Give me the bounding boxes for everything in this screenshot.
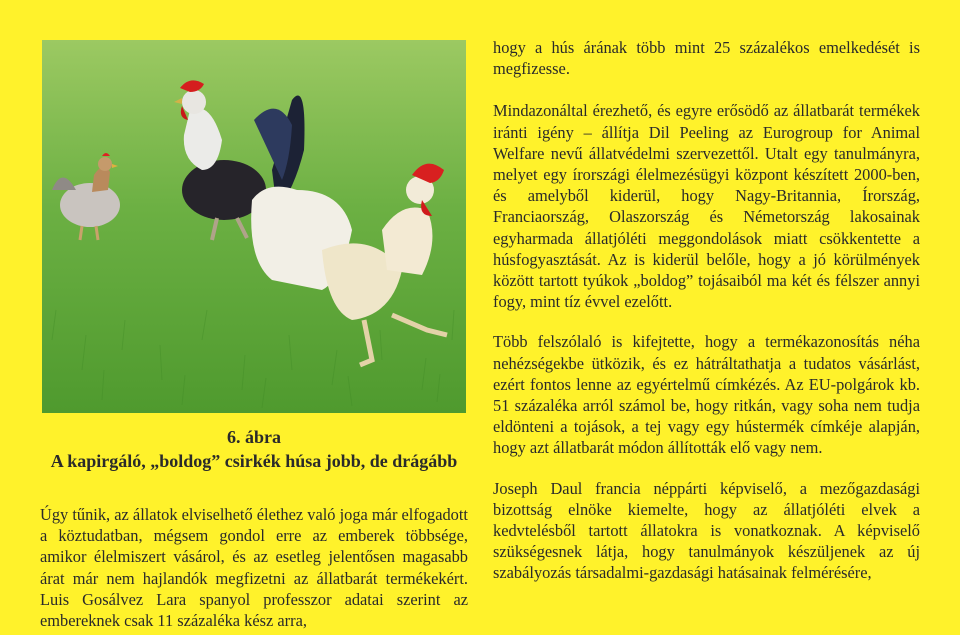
right-paragraph-3: Több felszólaló is kifejtette, hogy a termékazonosítás néha nehézségekbe ütközik, és ez hátráltathatja a tudatos vásárlást, ezért fontos lenne az egyértelmű címkézés. Az EU-polgárok kb. 51 százaléka arról számol be, hogy ritkán, vagy soha nem tudja eldönteni a tojások, a tej vagy egy hústermék címkéje alapján, hogy azt állatbarát módon állították elő vagy nem. <box>493 332 920 458</box>
right-column <box>493 37 920 584</box>
figure-caption <box>40 425 468 473</box>
left-paragraph: Úgy tűnik, az állatok elviselhető élethez való joga már elfogadott a köztudatban, mégsem gondol erre az emberek többsége, amikor élelmiszert vásárol, és az esetleg jelentősen magasabb árat már nem hajlandók megfizetni az állatbarát termékekért. Luis Gosálvez Lara spanyol professzor adatai szerint az embereknek csak 11 százaléka kész arra, <box>40 505 468 631</box>
chickens-photo <box>42 40 466 413</box>
right-paragraph-4: Joseph Daul francia néppárti képviselő, a mezőgazdasági bizottság elnöke kiemelte, hogy az állatjóléti elvek a kedvtelésből tartott állatokra is vonatkoznak. A képviselő szükségesnek látja, hogy tanulmányok készüljenek az új szabályozás társadalmi-gazdasági hatásainak felmérésére, <box>493 478 920 583</box>
right-paragraph-2: Mindazonáltal érezhető, és egyre erősödő az állatbarát termékek iránti igény – állítja Dil Peeling az Eurogroup for Animal Welfare nevű állatvédelmi szervezettől. Utalt egy tanulmányra, melyet egy írországi élelmezésügyi központ készített 2000-ben, és amelyből kiderül, hogy Nagy-Britannia, Írország, Franciaország, Olaszország és Németország lakosainak egyharmada állatjóléti meggondolások miatt csökkentette a húsfogyasztását. Az is kiderül belőle, hogy a jó körülmények között tartott tyúkok „boldog” tojásaiból ma két és félszer annyi fogy, mint tíz évvel ezelőtt. <box>493 101 920 312</box>
figure-photo <box>42 40 466 413</box>
figure-number: 6. ábra <box>227 427 281 447</box>
figure-caption-text: A kapirgáló, „boldog” csirkék húsa jobb, de drágább <box>50 451 458 471</box>
right-paragraph-1: hogy a hús árának több mint 25 százalékos emelkedését is megfizesse. <box>493 38 920 79</box>
left-column <box>40 504 468 631</box>
